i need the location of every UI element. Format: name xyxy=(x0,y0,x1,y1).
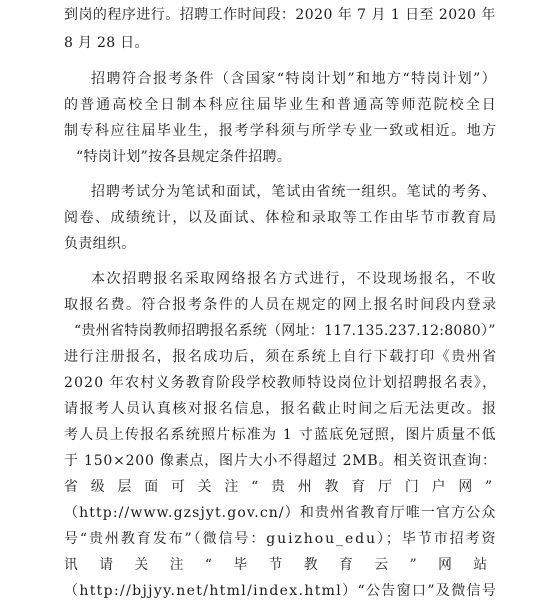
text-line: 于 150×200 像素点，图片大小不得超过 2MB。相关资讯查询： xyxy=(64,453,497,469)
text-line: “贵州省特岗教师招聘报名系统（网址：117.135.237.12:8080）” xyxy=(74,323,496,339)
text-line: （http://www.gzsjyt.gov.cn/）和贵州省教育厅唯一官方公众 xyxy=(64,505,497,521)
text-line: 请报考人员认真核对报名信息，报名截止时间之后无法更改。报 xyxy=(64,401,498,417)
text-line: 考人员上传报名系统照片标准为 1 寸蓝底免冠照，图片质量不低 xyxy=(64,427,497,443)
text-line: “特岗计划”按各县规定条件招聘。 xyxy=(76,149,292,165)
text-line: 制专科应往届毕业生，报考学科须与所学专业一致或相近。地方 xyxy=(64,123,498,139)
text-line: 省 级 层 面 可 关 注 “ 贵 州 教 育 厅 门 户 网 ” xyxy=(64,479,497,495)
text-line: 的普通高校全日制本科应往届毕业生和普通高等师范院校全日 xyxy=(64,97,498,113)
text-line: 2020 年农村义务教育阶段学校教师特设岗位计划招聘报名表》， xyxy=(64,375,498,391)
text-line: 讯 请 关 注 “ 毕 节 教 育 云 ” 网 站 xyxy=(64,557,496,573)
text-line: 招聘符合报考条件（含国家“特岗计划”和地方“特岗计划”） xyxy=(91,71,498,87)
text-line: 阅卷、成绩统计，以及面试、体检和录取等工作由毕节市教育局 xyxy=(64,210,498,226)
text-line: 到岗的程序进行。招聘工作时间段：2020 年 7 月 1 日至 2020 年 xyxy=(64,7,496,23)
text-line: （http://bjjyy.net/html/index.html）“公告窗口”及微信号 xyxy=(64,583,498,599)
text-line: 招聘考试分为笔试和面试，笔试由省统一组织。笔试的考务、 xyxy=(91,184,497,200)
text-line: 取报名费。符合报考条件的人员在规定的网上报名时间段内登录 xyxy=(64,297,498,313)
text-line: 本次招聘报名采取网络报名方式进行，不设现场报名，不收 xyxy=(91,271,498,287)
text-line: 8 月 28 日。 xyxy=(64,35,149,51)
text-line: 进行注册报名，报名成功后，须在系统上自行下载打印《贵州省 xyxy=(64,349,498,365)
text-line: 负责组织。 xyxy=(64,236,136,252)
text-line: 号“贵州教育发布”（微信号：guizhou_edu）；毕节市招考资 xyxy=(64,531,498,547)
